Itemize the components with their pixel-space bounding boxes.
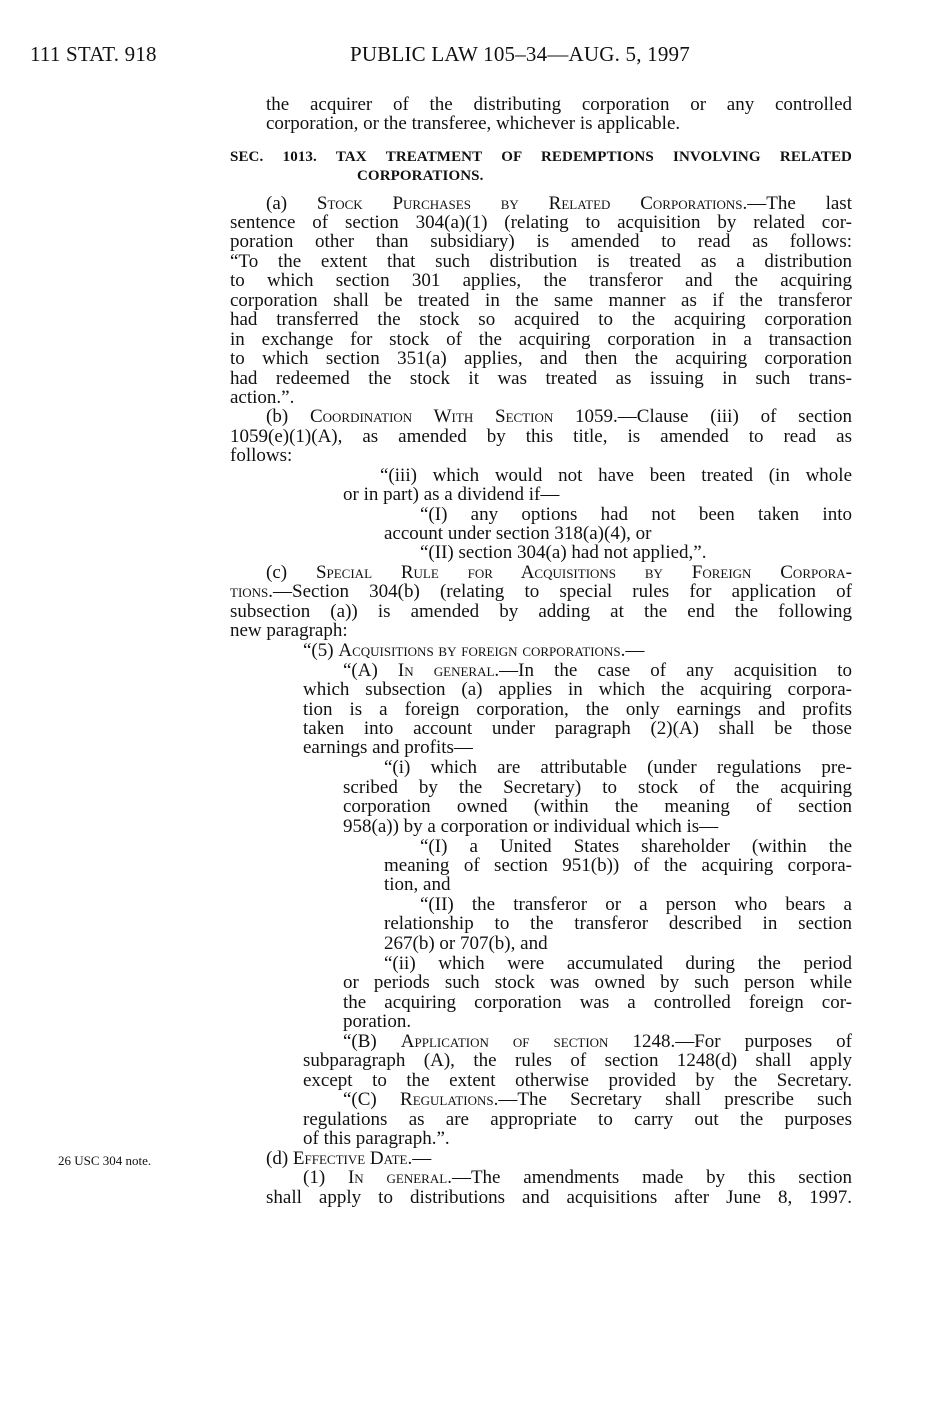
subsection-heading: In general [347,1167,448,1188]
text-line [230,582,852,601]
text-line [384,914,852,933]
section-heading-line [357,167,852,186]
text-run: corporation shall be treated in the same manner as if the transferor [230,290,852,311]
text-line [420,895,852,914]
text-line [230,213,852,232]
subsection-heading: tions [230,581,269,602]
text-line [303,1168,852,1187]
text-run: (b) [266,406,310,427]
text-run: to which section 351(a) applies, and then the acquiring corporation [230,348,852,369]
text-run: (a) [266,193,317,214]
text-line [266,194,852,213]
text-line [266,407,852,426]
text-line [303,1051,852,1070]
subsection-heading: Acquisitions by foreign corporations [338,640,621,661]
text-run: “(iii) which would not have been treated (in whole [380,465,852,486]
text-line [343,993,852,1012]
text-run: follows: [230,445,293,466]
text-line [266,1149,852,1168]
text-run: which subsection (a) applies in which the acquiring corpora- [303,679,852,700]
text-line [343,778,852,797]
margin-note: 26 USC 304 note. [58,1153,152,1168]
text-run: poration other than subsidiary) is amended to read as follows: [230,231,852,252]
text-run: .—In the case of any acquisition to [494,660,852,681]
text-line [343,973,852,992]
text-line [420,543,852,562]
text-run: corporation owned (within the meaning of section [343,796,852,817]
text-line [230,621,852,640]
text-run: “(II) section 304(a) had not applied,”. [420,542,707,563]
text-line [303,1129,852,1148]
text-line [343,817,852,836]
text-line [266,1188,852,1207]
text-line [343,661,852,680]
text-line [420,505,852,524]
text-line [384,856,852,875]
text-run: relationship to the transferor described in section [384,913,852,934]
running-header: PUBLIC LAW 105–34—AUG. 5, 1997 [350,42,690,66]
text-line [266,114,852,133]
text-run: had redeemed the stock it was treated as issuing in such trans- [230,368,852,389]
text-line [384,758,852,777]
text-run: (d) [266,1148,293,1169]
text-run: subparagraph (A), the rules of section 1248(d) shall apply [303,1050,852,1071]
text-line [380,466,852,485]
text-line [230,252,852,271]
text-run: shall apply to distributions and acquisitions after June 8, 1997. [266,1187,852,1208]
text-line [343,1032,852,1051]
text-run: (1) [303,1167,348,1188]
subsection-heading: Effective Date [292,1148,408,1169]
text-run: “(i) which are attributable (under regulations pre- [384,757,852,778]
text-line [384,954,852,973]
subsection-heading: In general [397,660,495,681]
text-run: “(A) [343,660,398,681]
text-run: account under section 318(a)(4), or [384,523,652,544]
text-run: the acquirer of the distributing corporation or any controlled [266,94,852,115]
text-run: .— [407,1148,432,1169]
text-line [343,485,852,504]
text-run: meaning of section 951(b)) of the acquiring corpora- [384,855,852,876]
text-run: “(B) [343,1031,401,1052]
text-line [230,427,852,446]
text-line [343,1012,852,1031]
text-line [343,1090,852,1109]
text-run: regulations as are appropriate to carry out the purposes [303,1109,852,1130]
text-line [343,797,852,816]
text-run: new paragraph: [230,620,348,641]
text-run: earnings and profits— [303,737,473,758]
text-run: corporation, or the transferee, whichever is applicable. [266,113,681,134]
text-line [230,388,852,407]
text-run: to which section 301 applies, the transferor and the acquiring [230,270,852,291]
text-line [303,641,852,660]
text-run: “(II) the transferor or a person who bears a [420,894,852,915]
text-line [303,719,852,738]
text-run: of this paragraph.”. [303,1128,450,1149]
text-run: the acquiring corporation was a controlled foreign cor- [343,992,852,1013]
text-run: 267(b) or 707(b), and [384,933,548,954]
text-run: scribed by the Secretary) to stock of the acquiring [343,777,852,798]
text-run: .—The last [742,193,852,214]
text-run: “(I) a United States shareholder (within the [420,836,852,857]
text-run: or in part) as a dividend if— [343,484,560,505]
text-run: had transferred the stock so acquired to the acquiring corporation [230,309,852,330]
text-run: (c) [266,562,316,583]
text-line [230,232,852,251]
text-line [384,934,852,953]
page-citation: 111 STAT. 918 [30,42,157,66]
subsection-heading: Special Rule for Acquisitions by Foreign Corpora- [315,562,852,583]
text-run: SEC. 1013. TAX TREATMENT OF REDEMPTIONS INVOLVING RELATED [230,149,852,165]
text-line [266,95,852,114]
text-line [303,738,852,757]
text-run: 1059(e)(1)(A), as amended by this title, is amended to read as [230,426,852,447]
text-run: except to the extent otherwise provided by the Secretary. [303,1070,852,1091]
text-run: in exchange for stock of the acquiring corporation in a transaction [230,329,852,350]
text-line [230,446,852,465]
text-run: sentence of section 304(a)(1) (relating to acquisition by related cor- [230,212,852,233]
text-line [303,680,852,699]
text-line [303,1071,852,1090]
text-run: action.”. [230,387,295,408]
text-line [230,330,852,349]
text-run: .—The amendments made by this section [447,1167,853,1188]
text-line [303,1110,852,1129]
text-line [384,524,852,543]
text-run: subsection (a)) is amended by adding at the end the following [230,601,852,622]
text-run: “(C) [343,1089,401,1110]
text-run: .— [620,640,645,661]
text-line [230,310,852,329]
text-run: “(I) any options had not been taken into [420,504,852,525]
text-run: taken into account under paragraph (2)(A) shall be those [303,718,852,739]
text-run: poration. [343,1011,412,1032]
text-line [230,291,852,310]
text-run: CORPORATIONS. [357,168,484,184]
text-run: “To the extent that such distribution is treated as a distribution [230,251,852,272]
text-run: tion, and [384,874,451,895]
text-line [420,837,852,856]
subsection-heading: Stock Purchases by Related Corporations [316,193,743,214]
text-run: .—Clause (iii) of section [613,406,852,427]
text-line [230,349,852,368]
text-run: “(ii) which were accumulated during the period [384,953,852,974]
section-heading-line [230,148,852,167]
text-line [384,875,852,894]
text-run: or periods such stock was owned by such person while [343,972,852,993]
text-run: “(5) [303,640,339,661]
text-line [230,369,852,388]
text-line [266,563,852,582]
subsection-heading: Coordination With Section 1059 [309,406,614,427]
text-line [230,271,852,290]
text-run: .—The Secretary shall prescribe such [493,1089,852,1110]
subsection-heading: Regulations [400,1089,494,1110]
subsection-heading: Application of section 1248 [400,1031,671,1052]
text-run: tion is a foreign corporation, the only earnings and profits [303,699,852,720]
text-line [303,700,852,719]
text-run: .—For purposes of [670,1031,852,1052]
text-run: 958(a)) by a corporation or individual which is— [343,816,719,837]
text-run: .—Section 304(b) (relating to special rules for application of [268,581,852,602]
text-line [230,602,852,621]
